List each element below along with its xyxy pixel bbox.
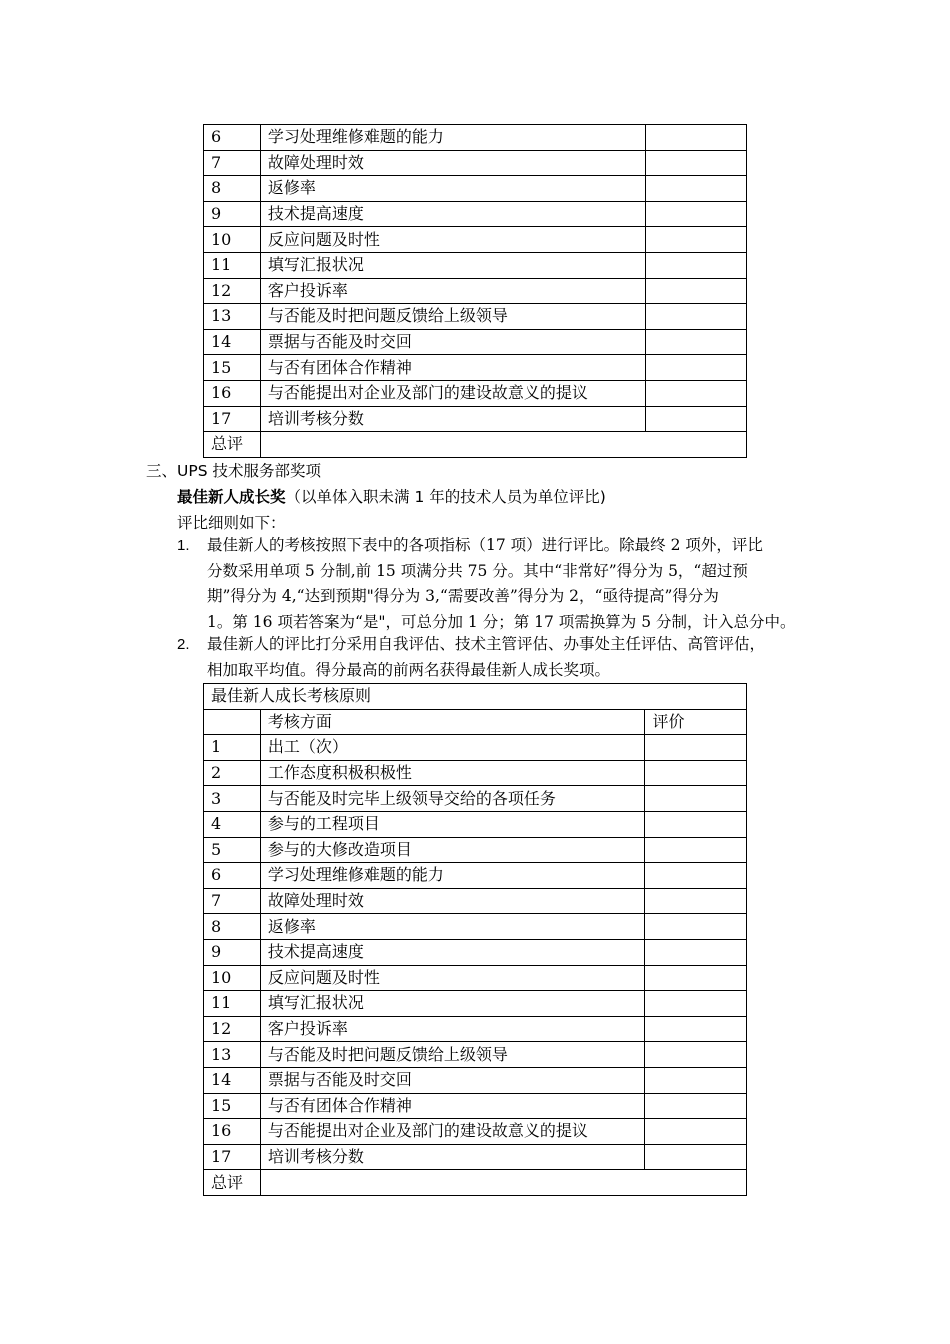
table-row [204, 888, 747, 914]
row-item: 票据与否能及时交回 [260, 1067, 645, 1093]
row-number: 6 [204, 125, 261, 151]
row-item: 与否有团体合作精神 [260, 1093, 645, 1119]
table-row [204, 837, 747, 863]
row-score-cell[interactable] [645, 304, 746, 330]
table-row [204, 278, 747, 304]
row-score-cell[interactable] [645, 811, 747, 837]
rules-intro: 评比细则如下： [177, 514, 286, 532]
row-score-cell[interactable] [645, 125, 746, 151]
row-item: 反应问题及时性 [260, 227, 645, 253]
row-item: 与否能提出对企业及部门的建设故意义的提议 [260, 380, 645, 406]
rule-line: 1。第 16 项若答案为“是"，可总分加 1 分；第 17 项需换算为 5 分制，计入总分中。 [207, 612, 796, 631]
row-item: 与否能及时把问题反馈给上级领导 [260, 304, 645, 330]
row-score-cell[interactable] [645, 888, 747, 914]
row-number: 10 [204, 227, 261, 253]
rule-line: 最佳新人的评比打分采用自我评估、技术主管评估、办事处主任评估、高管评估， [207, 635, 766, 653]
row-number: 8 [204, 914, 261, 940]
row-item: 学习处理维修难题的能力 [260, 863, 645, 889]
row-score-cell[interactable] [645, 735, 747, 761]
table-row [204, 1067, 747, 1093]
row-item: 技术提高速度 [260, 939, 645, 965]
row-number: 9 [204, 939, 261, 965]
table-row [204, 991, 747, 1017]
table-title-row [204, 684, 747, 710]
row-number: 7 [204, 888, 261, 914]
row-number: 15 [204, 355, 261, 381]
row-item: 工作态度积极积极性 [260, 760, 645, 786]
row-number: 5 [204, 837, 261, 863]
table-row [204, 252, 747, 278]
header-item: 考核方面 [260, 709, 645, 735]
row-number: 11 [204, 991, 261, 1017]
row-item: 填写汇报状况 [260, 991, 645, 1017]
total-label: 总评 [204, 432, 261, 458]
row-item: 与否能提出对企业及部门的建设故意义的提议 [260, 1119, 645, 1145]
row-number: 14 [204, 1067, 261, 1093]
row-item: 学习处理维修难题的能力 [260, 125, 645, 151]
row-score-cell[interactable] [645, 227, 746, 253]
row-score-cell[interactable] [645, 786, 747, 812]
row-number: 17 [204, 1144, 261, 1170]
row-item: 返修率 [260, 176, 645, 202]
rule-line: 最佳新人的考核按照下表中的各项指标（17 项）进行评比。除最终 2 项外，评比 [207, 536, 763, 554]
table-row [204, 760, 747, 786]
row-score-cell[interactable] [645, 355, 746, 381]
total-cell[interactable] [260, 1170, 746, 1196]
row-item: 票据与否能及时交回 [260, 329, 645, 355]
row-score-cell[interactable] [645, 914, 747, 940]
row-score-cell[interactable] [645, 965, 747, 991]
row-score-cell[interactable] [645, 863, 747, 889]
evaluation-table-continued [203, 124, 747, 458]
row-number: 15 [204, 1093, 261, 1119]
row-item: 与否有团体合作精神 [260, 355, 645, 381]
row-number: 4 [204, 811, 261, 837]
row-score-cell[interactable] [645, 201, 746, 227]
row-item: 与否能及时把问题反馈给上级领导 [260, 1042, 645, 1068]
table-row [204, 1093, 747, 1119]
row-number: 9 [204, 201, 261, 227]
row-number: 14 [204, 329, 261, 355]
rule-2 [207, 632, 817, 683]
row-number: 12 [204, 1016, 261, 1042]
row-number: 13 [204, 1042, 261, 1068]
row-score-cell[interactable] [645, 939, 747, 965]
row-score-cell[interactable] [645, 760, 747, 786]
table-row [204, 786, 747, 812]
row-number: 2 [204, 760, 261, 786]
row-number: 13 [204, 304, 261, 330]
row-number: 7 [204, 150, 261, 176]
row-score-cell[interactable] [645, 150, 746, 176]
row-number: 10 [204, 965, 261, 991]
table-row [204, 939, 747, 965]
award-title: 最佳新人成长奖 [177, 488, 286, 506]
row-number: 16 [204, 1119, 261, 1145]
table-row [204, 176, 747, 202]
total-cell[interactable] [260, 432, 746, 458]
new-talent-evaluation-table [203, 683, 747, 1196]
rule-line: 期”得分为 4,“达到预期"得分为 3,“需要改善”得分为 2，“亟待提高”得分为 [207, 587, 719, 605]
row-number: 17 [204, 406, 261, 432]
row-number: 8 [204, 176, 261, 202]
row-score-cell[interactable] [645, 278, 746, 304]
row-score-cell[interactable] [645, 1042, 747, 1068]
row-score-cell[interactable] [645, 176, 746, 202]
row-item: 客户投诉率 [260, 1016, 645, 1042]
table-row [204, 125, 747, 151]
row-number: 16 [204, 380, 261, 406]
row-score-cell[interactable] [645, 1067, 747, 1093]
table-title: 最佳新人成长考核原则 [204, 684, 747, 710]
table-header-row [204, 709, 747, 735]
row-item: 出工（次） [260, 735, 645, 761]
table-row [204, 1144, 747, 1170]
table-row [204, 201, 747, 227]
row-item: 客户投诉率 [260, 278, 645, 304]
table-row [204, 1016, 747, 1042]
table-total-row [204, 432, 747, 458]
award-title-line [177, 487, 606, 507]
rule-line: 相加取平均值。得分最高的前两名获得最佳新人成长奖项。 [207, 660, 611, 679]
table-row [204, 1119, 747, 1145]
table-row [204, 329, 747, 355]
row-score-cell[interactable] [645, 329, 746, 355]
table-row [204, 380, 747, 406]
rule-number: 2. [177, 636, 190, 653]
table-row [204, 1042, 747, 1068]
row-item: 培训考核分数 [260, 406, 645, 432]
row-score-cell[interactable] [645, 1093, 747, 1119]
row-score-cell[interactable] [645, 991, 747, 1017]
table-row [204, 863, 747, 889]
row-item: 填写汇报状况 [260, 252, 645, 278]
row-score-cell[interactable] [645, 380, 746, 406]
row-score-cell[interactable] [645, 406, 746, 432]
rule-number: 1. [177, 537, 190, 554]
table-row [204, 355, 747, 381]
section-heading: 三、UPS 技术服务部奖项 [146, 462, 321, 480]
table-row [204, 304, 747, 330]
row-score-cell[interactable] [645, 252, 746, 278]
rule-line: 分数采用单项 5 分制,前 15 项满分共 75 分。其中“非常好”得分为 5，“超过预 [207, 561, 748, 580]
row-number: 12 [204, 278, 261, 304]
row-item: 参与的大修改造项目 [260, 837, 645, 863]
row-item: 培训考核分数 [260, 1144, 645, 1170]
row-number: 11 [204, 252, 261, 278]
table-row [204, 914, 747, 940]
row-item: 返修率 [260, 914, 645, 940]
header-no [204, 709, 261, 735]
row-number: 1 [204, 735, 261, 761]
row-number: 6 [204, 863, 261, 889]
table-row [204, 227, 747, 253]
table-row [204, 406, 747, 432]
rule-1 [207, 533, 817, 635]
row-item: 故障处理时效 [260, 150, 645, 176]
total-label: 总评 [204, 1170, 261, 1196]
row-score-cell[interactable] [645, 1016, 747, 1042]
table-total-row [204, 1170, 747, 1196]
row-item: 反应问题及时性 [260, 965, 645, 991]
table-row [204, 965, 747, 991]
row-score-cell[interactable] [645, 1144, 747, 1170]
award-note: （以单体入职未满 1 年的技术人员为单位评比) [285, 488, 606, 506]
row-item: 与否能及时完毕上级领导交给的各项任务 [260, 786, 645, 812]
table-row [204, 811, 747, 837]
table-row [204, 150, 747, 176]
table-row [204, 735, 747, 761]
row-number: 3 [204, 786, 261, 812]
header-score: 评价 [645, 709, 747, 735]
row-score-cell[interactable] [645, 837, 747, 863]
row-item: 参与的工程项目 [260, 811, 645, 837]
row-score-cell[interactable] [645, 1119, 747, 1145]
row-item: 技术提高速度 [260, 201, 645, 227]
row-item: 故障处理时效 [260, 888, 645, 914]
